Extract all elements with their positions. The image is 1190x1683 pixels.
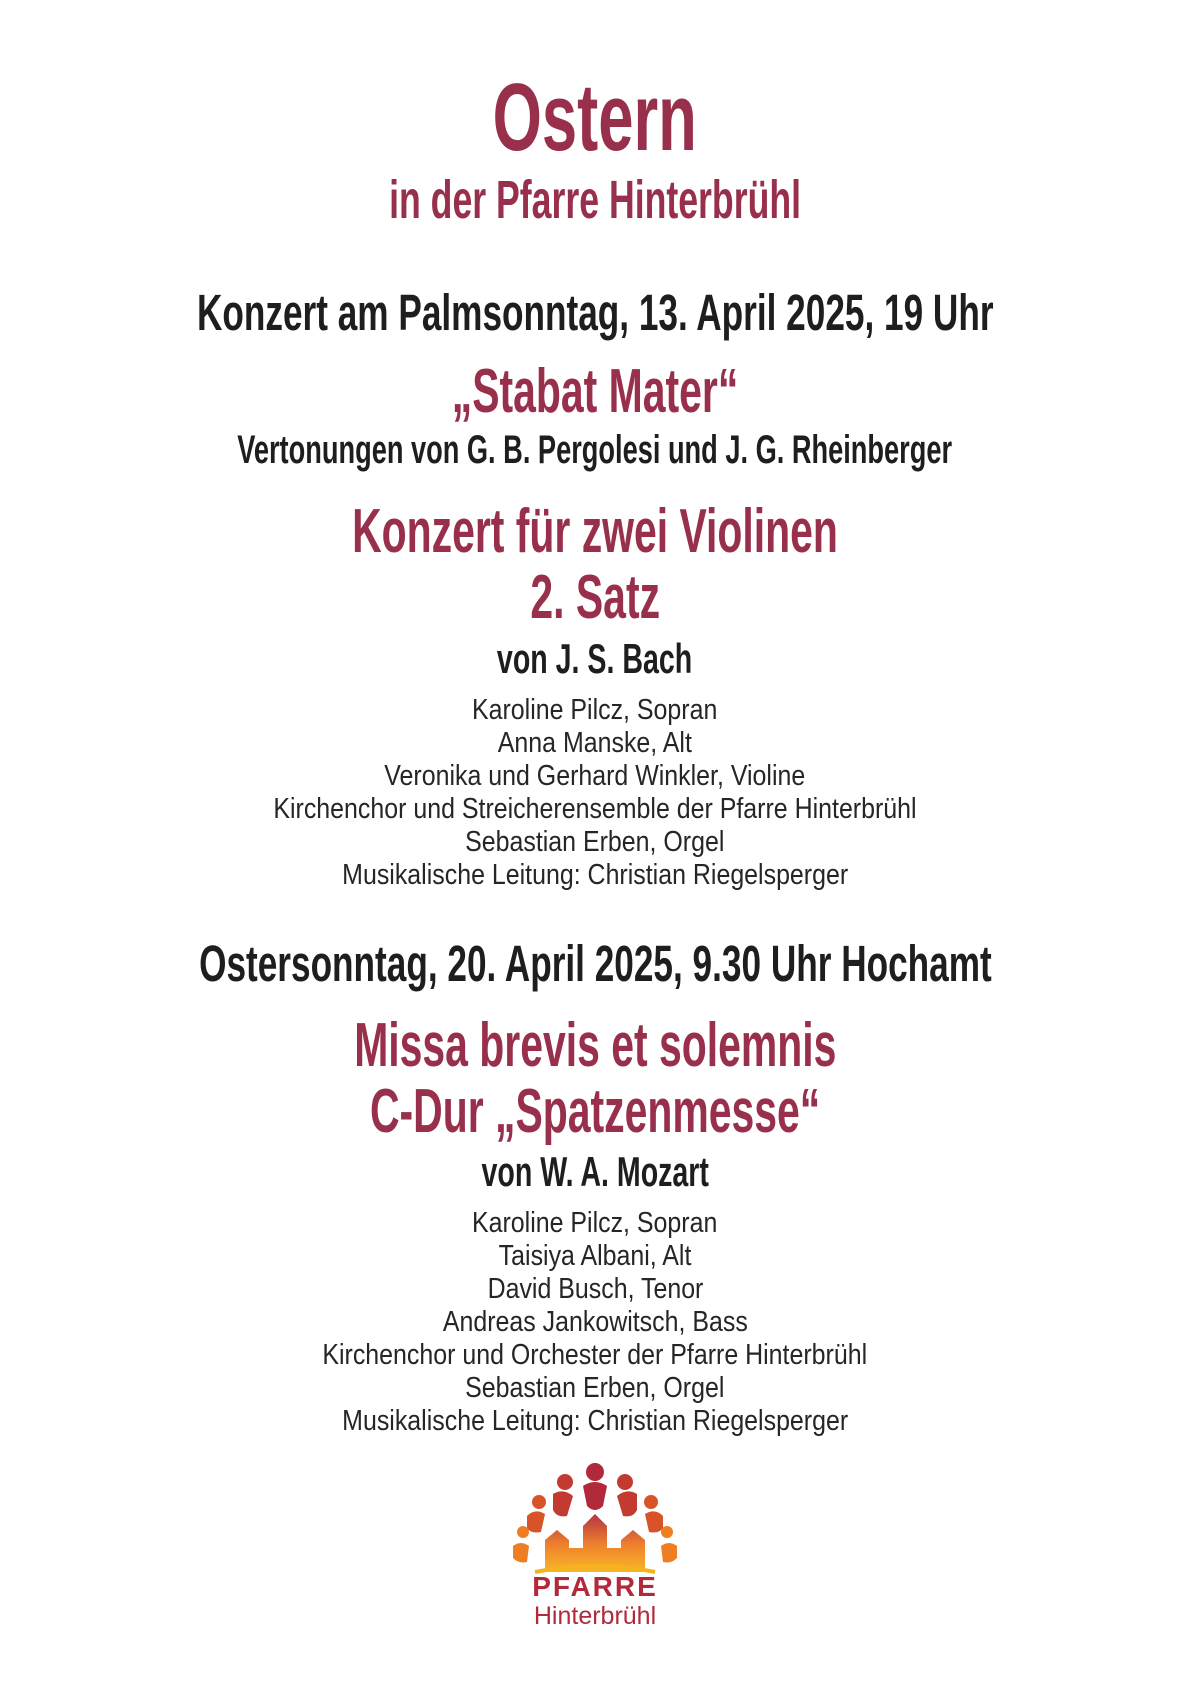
event2-performer: Andreas Jankowitsch, Bass [442,1306,748,1338]
church-silhouette-icon [545,1514,645,1572]
event1-heading: Konzert am Palmsonntag, 13. April 2025, 19 Uhr [196,284,994,341]
event1-performer: Kirchenchor und Streicherensemble der Pfarre Hinterbrühl [273,793,917,825]
event1-work1-composers: Vertonungen von G. B. Pergolesi und J. G. Rheinberger [237,428,953,472]
event2-performer: Karoline Pilcz, Sopran [472,1207,718,1239]
poster-title: Ostern [492,64,698,171]
event2-performer: Kirchenchor und Orchester der Pfarre Hinterbrühl [322,1339,868,1371]
event1-work2-title-line2: 2. Satz [530,563,660,632]
logo-text-pfarre: PFARRE [532,1571,658,1602]
event1-performer: Musikalische Leitung: Christian Riegelsperger [342,859,848,891]
pfarre-logo [505,1460,685,1640]
event1-work1-title: „Stabat Mater“ [451,357,739,426]
poster-subtitle: in der Pfarre Hinterbrühl [389,170,801,230]
event2-performer: Sebastian Erben, Orgel [465,1372,725,1404]
event2-work-title-line1: Missa brevis et solemnis [353,1011,837,1080]
event1-work2-title-line1: Konzert für zwei Violinen [352,497,838,566]
event2-performer: Musikalische Leitung: Christian Riegelsperger [342,1405,848,1437]
event1-performer: Anna Manske, Alt [497,727,693,759]
event2-performer: Taisiya Albani, Alt [498,1240,692,1272]
event2-performer: David Busch, Tenor [487,1273,703,1305]
event1-work2-composer: von J. S. Bach [497,635,693,682]
event2-work-composer: von W. A. Mozart [481,1148,709,1195]
logo-text-hinterbruehl: Hinterbrühl [533,1602,657,1630]
event2-heading: Ostersonntag, 20. April 2025, 9.30 Uhr Hochamt [198,935,992,992]
event2-work-title-line2: C-Dur „Spatzenmesse“ [369,1077,821,1146]
event1-performer: Sebastian Erben, Orgel [465,826,725,858]
event1-performer: Karoline Pilcz, Sopran [472,694,718,726]
event1-performer: Veronika und Gerhard Winkler, Violine [384,760,806,792]
